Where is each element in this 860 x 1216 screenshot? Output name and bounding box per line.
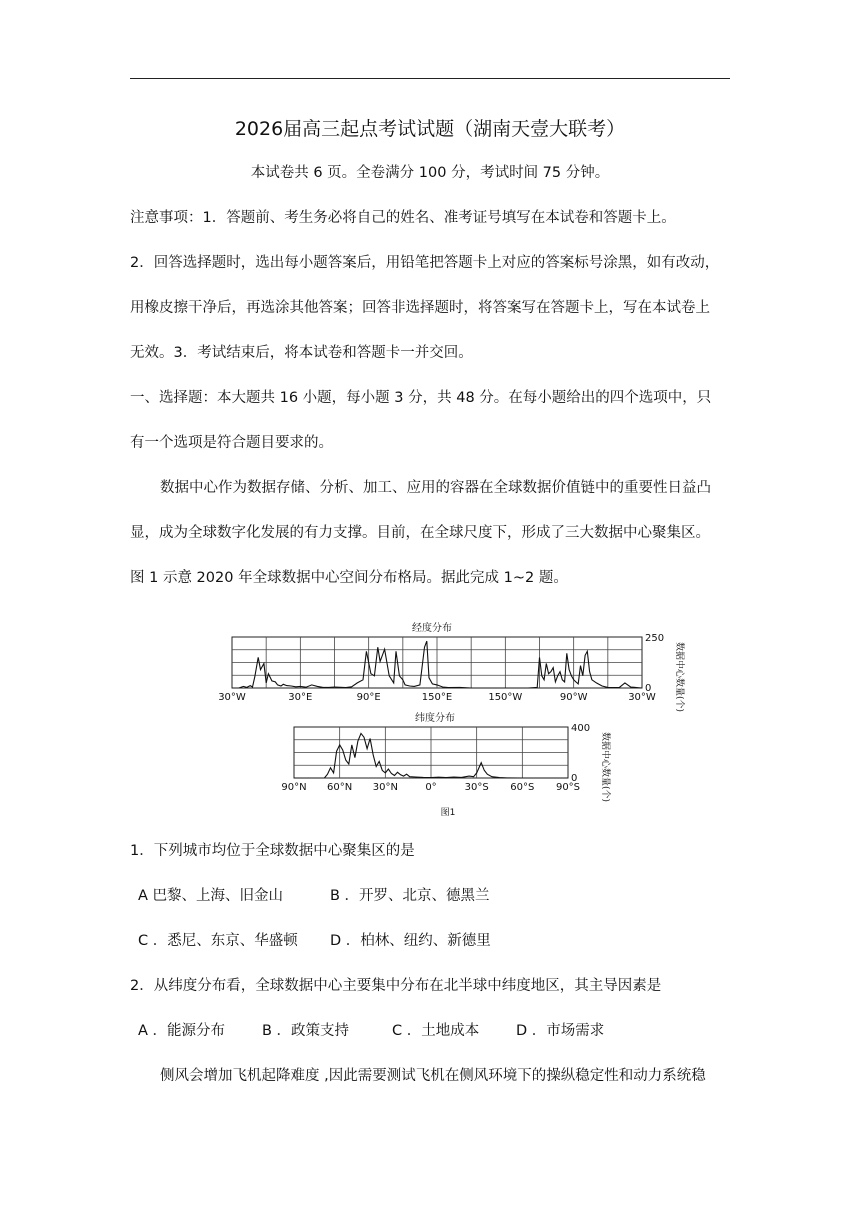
lat-tick-label: 30°S (464, 782, 489, 793)
q2-option-d[interactable]: D ．市场需求 (516, 1023, 605, 1039)
passage1-line-3: 图 1 示意 2020 年全球数据中心空间分布格局。据此完成 1~2 题。 (130, 570, 568, 586)
section-heading-line-1: 一、选择题：本大题共 16 小题，每小题 3 分，共 48 分。在每小题给出的四个选项中，只 (130, 390, 712, 406)
lat-tick-label: 90°N (281, 782, 307, 793)
lat-tick-label: 60°S (510, 782, 535, 793)
lon-frame (232, 637, 642, 688)
longitude-ymin-label: 0 (645, 683, 652, 694)
latitude-ymin-label: 0 (571, 773, 578, 784)
q2-stem: 2．从纬度分布看，全球数据中心主要集中分布在北半球中纬度地区，其主导因素是 (130, 978, 662, 994)
q1-option-d[interactable]: D ．柏林、纽约、新德里 (330, 933, 491, 949)
passage1-line-2: 显，成为全球数字化发展的有力支撑。目前，在全球尺度下，形成了三大数据中心聚集区。 (130, 525, 710, 541)
q1-stem: 1．下列城市均位于全球数据中心聚集区的是 (130, 843, 415, 859)
longitude-chart (218, 621, 686, 712)
latitude-ylabel: 数据中心数量(个) (600, 732, 610, 803)
passage1-line-1: 数据中心作为数据存储、分析、加工、应用的容器在全球数据价值链中的重要性日益凸 (160, 480, 711, 496)
passage2-line-1: 侧风会增加飞机起降难度 ,因此需要测试飞机在侧风环境下的操纵稳定性和动力系统稳 (160, 1068, 706, 1084)
lon-tick-label: 30°W (628, 692, 656, 703)
lon-tick-label: 90°W (559, 692, 588, 703)
header-rule (130, 78, 730, 79)
lat-tick-label: 60°N (327, 782, 353, 793)
instruction-line-4: 无效。3．考试结束后，将本试卷和答题卡一并交回。 (130, 345, 473, 361)
q1-option-b[interactable]: B ．开罗、北京、德黑兰 (330, 888, 490, 904)
q1-option-c[interactable]: C ．悉尼、东京、华盛顿 (138, 933, 298, 949)
longitude-chart-title: 经度分布 (412, 623, 452, 634)
lon-tick-label: 150°E (421, 692, 453, 703)
lon-series-line (232, 641, 642, 688)
lat-tick-label: 0° (425, 782, 437, 793)
q1-option-a[interactable]: A 巴黎、上海、旧金山 (138, 888, 284, 904)
lat-frame (294, 727, 568, 778)
q2-option-b[interactable]: B ．政策支持 (262, 1023, 350, 1039)
q2-option-a[interactable]: A ．能源分布 (138, 1023, 226, 1039)
longitude-ylabel: 数据中心数量(个) (674, 642, 684, 713)
figure-caption: 图1 (440, 808, 456, 818)
lat-tick-label: 30°N (372, 782, 398, 793)
latitude-ymax-label: 400 (571, 723, 591, 734)
q2-option-c[interactable]: C ．土地成本 (392, 1023, 480, 1039)
page-title: 2026届高三起点考试试题（湖南天壹大联考） (234, 118, 626, 140)
lat-tick-label: 90°S (555, 782, 581, 793)
q2-options-row (138, 1021, 604, 1041)
instruction-line-1: 注意事项：1．答题前、考生务必将自己的姓名、准考证号填写在本试卷和答题卡上。 (130, 210, 676, 226)
lon-tick-label: 30°W (218, 692, 246, 703)
instruction-line-3: 用橡皮擦干净后，再选涂其他答案；回答非选择题时，将答案写在答题卡上，写在本试卷上 (130, 300, 710, 316)
lon-tick-label: 30°E (288, 692, 313, 703)
lon-tick-label: 90°E (356, 692, 381, 703)
section-heading-line-2: 有一个选项是符合题目要求的。 (130, 435, 333, 451)
latitude-chart-title: 纬度分布 (415, 713, 455, 724)
latitude-chart (281, 711, 612, 802)
lat-series-line (294, 733, 568, 778)
q1-options-row-2 (138, 931, 491, 951)
q1-options-row-1 (138, 886, 490, 906)
longitude-ymax-label: 250 (645, 633, 665, 644)
instruction-line-2: 2．回答选择题时，选出每小题答案后，用铅笔把答题卡上对应的答案标号涂黑，如有改动， (130, 255, 720, 271)
exam-subtitle: 本试卷共 6 页。全卷满分 100 分，考试时间 75 分钟。 (250, 165, 610, 181)
lon-tick-label: 150°W (488, 692, 523, 703)
